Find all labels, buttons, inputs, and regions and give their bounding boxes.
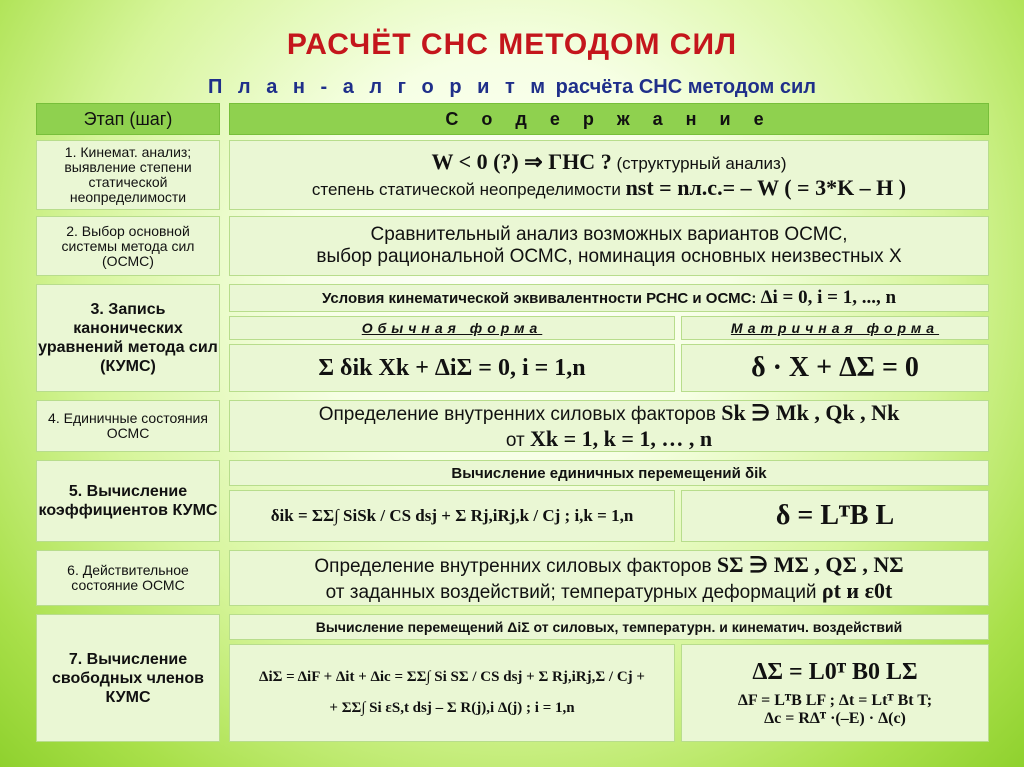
row4-math-1: Sk ∋ Mk , Qk , Nk — [721, 400, 900, 425]
row6-text-1: Определение внутренних силовых факторов — [314, 556, 712, 577]
row3-usual-label: Обычная форма — [229, 316, 675, 340]
row7-usual-line-1: ΔiΣ = ΔiF + Δit + Δic = ΣΣ∫ Si SΣ / CS dsj + Σ Rj,iRj,Σ / Cj + — [259, 669, 645, 685]
step-1: 1. Кинемат. анализ; выявление степени статической неопределимости — [36, 140, 220, 210]
row2-line-2: выбор рациональной ОСМС, номинация основных неизвестных X — [316, 246, 902, 267]
row1-text-2: степень статической неопределимости — [311, 180, 621, 199]
row5-matrix-formula: δ = LᵀB L — [681, 490, 989, 542]
row7-matrix-line-2: ΔF = LᵀB LF ; Δt = Ltᵀ Bt T; — [737, 691, 933, 709]
row1-content — [229, 140, 989, 210]
row6-content — [229, 550, 989, 606]
step-2: 2. Выбор основной системы метода сил (ОСМС) — [36, 216, 220, 276]
row3-condition — [229, 284, 989, 312]
row4-text-1: Определение внутренних силовых факторов — [318, 404, 716, 425]
row6-math-1: SΣ ∋ MΣ , QΣ , NΣ — [716, 552, 904, 577]
header-content: С о д е р ж а н и е — [229, 103, 989, 135]
row7-usual — [229, 644, 675, 742]
row2-content — [229, 216, 989, 276]
row4-math-2: Xk = 1, k = 1, … , n — [529, 426, 713, 451]
row4-content — [229, 400, 989, 452]
row3-matrix-formula: δ · X + ΔΣ = 0 — [681, 344, 989, 392]
page-subtitle — [0, 76, 1024, 99]
row3-usual-formula: Σ δik Xk + ΔiΣ = 0, i = 1,n — [229, 344, 675, 392]
row7-head: Вычисление перемещений ΔiΣ от силовых, температурн. и кинематич. воздействий — [229, 614, 989, 640]
step-6: 6. Действительное состояние ОСМС — [36, 550, 220, 606]
row7-matrix-line-1: ΔΣ = L0ᵀ B0 LΣ — [752, 658, 918, 685]
row3-condition-math: Δi = 0, i = 1, ..., n — [760, 287, 897, 308]
row1-text-1: (структурный анализ) — [616, 154, 787, 173]
page-title: РАСЧЁТ СНС МЕТОДОМ СИЛ — [286, 28, 738, 61]
step-5: 5. Вычисление коэффициентов КУМС — [36, 460, 220, 542]
row2-line-1: Сравнительный анализ возможных вариантов ОСМС, — [370, 224, 848, 245]
subtitle-rest: расчёта СНС методом сил — [555, 76, 816, 98]
row1-math-1: W < 0 (?) ⇒ ГНС ? — [431, 149, 612, 174]
step-3: 3. Запись канонических уравнений метода сил (КУМС) — [36, 284, 220, 392]
step-7: 7. Вычисление свободных членов КУМС — [36, 614, 220, 742]
row3-matrix-label: Матричная форма — [681, 316, 989, 340]
row7-usual-line-2: + ΣΣ∫ Si εS,t dsj – Σ R(j),i Δ(j) ; i = 1,n — [329, 700, 575, 716]
row1-math-2: nst = nл.с.= – W ( = 3*K – H ) — [625, 175, 907, 200]
row6-text-2: от заданных воздействий; температурных деформаций — [325, 582, 817, 603]
subtitle-spaced: П л а н - а л г о р и т м — [208, 76, 551, 98]
row5-usual-formula: δik = ΣΣ∫ SiSk / CS dsj + Σ Rj,iRj,k / Cj ; i,k = 1,n — [229, 490, 675, 542]
step-4: 4. Единичные состояния ОСМС — [36, 400, 220, 452]
row5-head: Вычисление единичных перемещений δik — [229, 460, 989, 486]
row3-condition-text: Условия кинематической эквивалентности РСНС и ОСМС: — [321, 290, 757, 307]
header-stage: Этап (шаг) — [36, 103, 220, 135]
row6-math-2: ρt и ε0t — [821, 578, 893, 603]
row4-text-2: от — [505, 430, 525, 451]
row7-matrix — [681, 644, 989, 742]
row7-matrix-line-3: Δc = RΔᵀ ·(–E) · Δ(c) — [764, 709, 906, 727]
